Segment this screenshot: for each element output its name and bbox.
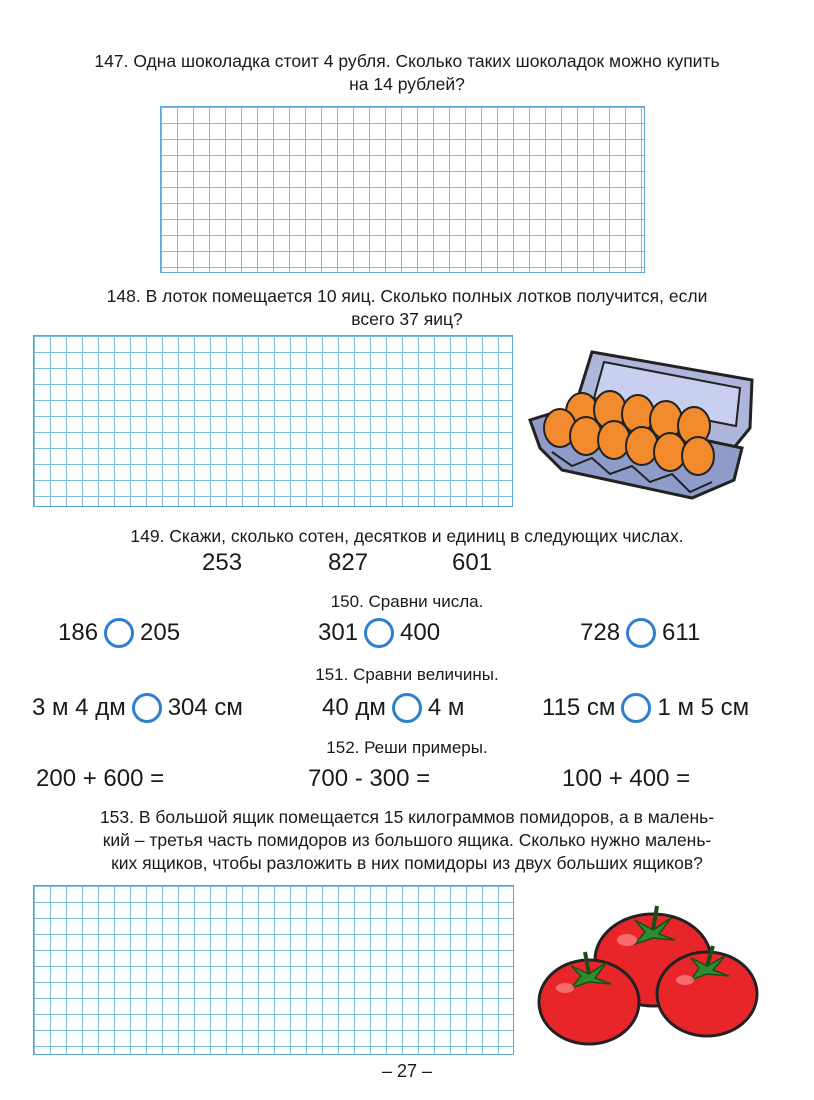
compare-circle[interactable] <box>621 693 651 723</box>
pair-left-value: 3 м 4 дм <box>32 694 126 721</box>
pair-right-value: 611 <box>662 619 701 646</box>
task-151-pair-3 <box>542 693 749 723</box>
compare-circle[interactable] <box>364 618 394 648</box>
task-147-text <box>40 50 774 96</box>
task-149-number-3: 601 <box>452 549 493 576</box>
task-152-expression-2: 700 - 300 = <box>308 765 431 792</box>
task-151-pair-1 <box>32 693 243 723</box>
task-150-pair-1 <box>58 618 180 648</box>
tomatoes-illustration <box>535 900 765 1050</box>
pair-left-value: 115 см <box>542 694 616 721</box>
egg-tray-illustration <box>522 340 762 510</box>
pair-left-value: 186 <box>58 619 99 646</box>
task-149-text: 149. Скажи, сколько сотен, десятков и единиц в следующих числах. <box>130 526 684 546</box>
pair-left-value: 301 <box>318 619 359 646</box>
compare-circle[interactable] <box>132 693 162 723</box>
task-151-title: 151. Сравни величины. <box>315 665 499 684</box>
task-148-line-2: всего 37 яиц? <box>351 309 463 329</box>
task-153-line-2: кий – третья часть помидоров из большого ящика. Сколько нужно малень- <box>102 830 712 850</box>
task-152-expression-3: 100 + 400 = <box>562 765 691 792</box>
task-153-line-3: ких ящиков, чтобы разложить в них помидоры из двух больших ящиков? <box>111 853 703 873</box>
compare-circle[interactable] <box>392 693 422 723</box>
task-149-number-2: 827 <box>328 549 369 576</box>
page-number: – 27 – <box>381 1061 433 1081</box>
task-147-answer-grid[interactable] <box>160 106 645 273</box>
pair-left-value: 728 <box>580 619 621 646</box>
task-150-pair-2 <box>318 618 440 648</box>
pair-right-value: 400 <box>400 619 441 646</box>
task-152-title: 152. Реши примеры. <box>326 738 488 757</box>
pair-right-value: 1 м 5 см <box>657 694 750 721</box>
task-147-line-1: 147. Одна шоколадка стоит 4 рубля. Сколько таких шоколадок можно купить <box>94 51 720 71</box>
task-147-line-2: на 14 рублей? <box>349 74 465 94</box>
task-148-line-1: 148. В лоток помещается 10 яиц. Сколько полных лотков получится, если <box>106 286 708 306</box>
task-150-title: 150. Сравни числа. <box>330 592 484 611</box>
task-151-pair-2 <box>322 693 464 723</box>
pair-right-value: 304 см <box>167 694 243 721</box>
compare-circle[interactable] <box>626 618 656 648</box>
task-153-line-1: 153. В большой ящик помещается 15 килограммов помидоров, а в малень- <box>99 807 715 827</box>
task-152-expression-1: 200 + 600 = <box>36 765 165 792</box>
task-150-pair-3 <box>580 618 700 648</box>
pair-right-value: 205 <box>140 619 181 646</box>
pair-right-value: 4 м <box>427 694 465 721</box>
pair-left-value: 40 дм <box>322 694 386 721</box>
task-148-text <box>40 285 774 331</box>
task-148-answer-grid[interactable] <box>33 335 513 507</box>
compare-circle[interactable] <box>104 618 134 648</box>
task-153-answer-grid[interactable] <box>33 885 514 1055</box>
task-149-number-1: 253 <box>202 549 243 576</box>
task-153-text <box>40 806 774 875</box>
